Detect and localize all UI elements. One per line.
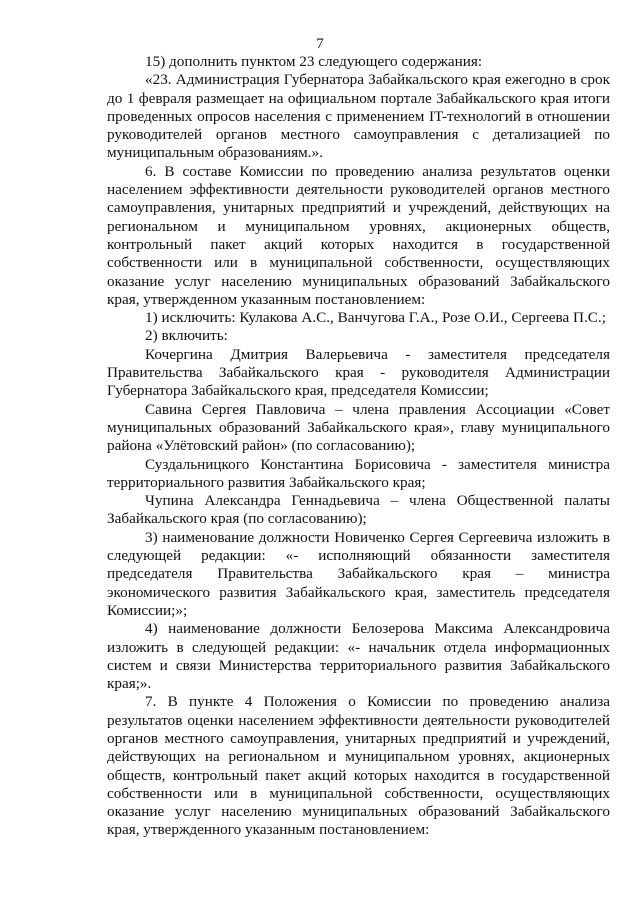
paragraph-quote-23: «23. Администрация Губернатора Забайкальского края ежегодно в срок до 1 февраля размещает на официальном портале Забайкальского края итоги проведенных опросов населения с применением IT-технологий в отношении руководителей органов местного самоуправления с детализацией по муниципальным образованиям.».: [107, 71, 610, 162]
page-body: [107, 53, 610, 840]
paragraph-exclude: 1) исключить: Кулакова А.С., Ванчугова Г.А., Розе О.И., Сергеева П.С.;: [145, 309, 606, 327]
paragraph-member-suzdalnitsky: Суздальницкого Константина Борисовича - заместителя министра территориального развития Забайкальского края;: [107, 455, 610, 491]
paragraph-include: 2) включить:: [145, 327, 228, 345]
paragraph-member-chupin: Чупина Александра Геннадьевича – члена Общественной палаты Забайкальского края (по согласованию);: [107, 492, 610, 528]
paragraph-position-novichenko: 3) наименование должности Новиченко Сергея Сергеевича изложить в следующей редакции: «- исполняющий обязанности заместителя председателя Правительства Забайкальского края – министра экономического развития Забайкальского края, заместитель председателя Комиссии;»;: [107, 528, 610, 619]
paragraph-section-7: 7. В пункте 4 Положения о Комиссии по проведению анализа результатов оценки населением эффективности деятельности руководителей органов местного самоуправления, унитарных предприятий и учреждений, действующих на региональном и муниципальном уровнях, акционерных обществ, контрольный пакет акций которых находится в государственной собственности или в муниципальной собственности, осуществляющих оказание услуг населению муниципальных образований Забайкальского края, утвержденного указанным постановлением:: [107, 693, 610, 839]
paragraph-section-6: 6. В составе Комиссии по проведению анализа результатов оценки населением эффективности деятельности руководителей органов местного самоуправления, унитарных предприятий и учреждений, действующих на региональном и муниципальном уровнях, акционерных обществ, контрольный пакет акций которых находится в государственной собственности или в муниципальной собственности, осуществляющих оказание услуг населению муниципальных образований Забайкальского края, утвержденном указанным постановлением:: [107, 162, 610, 308]
paragraph-position-belozerov: 4) наименование должности Белозерова Максима Александровича изложить в следующей редакции: «- начальник отдела информационных систем и связи Министерства территориального развития Забайкальского края;».: [107, 620, 610, 693]
paragraph-member-savin: Савина Сергея Павловича – члена правления Ассоциации «Совет муниципальных образований Забайкальского края», главу муниципального района «Улётовский район» (по согласованию);: [107, 400, 610, 455]
paragraph-member-kochergin: Кочергина Дмитрия Валерьевича - заместителя председателя Правительства Забайкальского края - руководителя Администрации Губернатора Забайкальского края, председателя Комиссии;: [107, 345, 610, 400]
page-number: 7: [316, 36, 324, 52]
paragraph-item-15: 15) дополнить пунктом 23 следующего содержания:: [145, 53, 483, 70]
